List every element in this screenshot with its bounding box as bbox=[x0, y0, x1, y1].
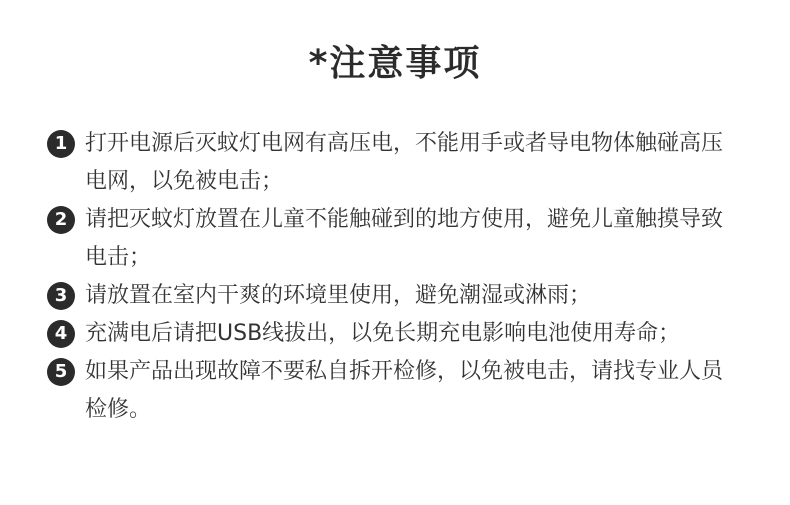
number-badge-icon: 1 bbox=[47, 130, 75, 158]
note-text: 如果产品出现故障不要私自拆开检修，以免被电击，请找专业人员检修。 bbox=[85, 359, 724, 422]
note-item-5 bbox=[47, 353, 747, 429]
number-badge-icon: 4 bbox=[47, 320, 75, 348]
note-text: 充满电后请把USB线拔出，以免长期充电影响电池使用寿命； bbox=[85, 321, 681, 346]
notes-list bbox=[47, 125, 747, 429]
number-badge-icon: 2 bbox=[47, 206, 75, 234]
note-item-4 bbox=[47, 315, 747, 353]
note-text: 请把灭蚊灯放置在儿童不能触碰到的地方使用，避免儿童触摸导致电击； bbox=[85, 207, 724, 270]
number-badge-icon: 3 bbox=[47, 282, 75, 310]
note-item-2 bbox=[47, 201, 747, 277]
note-item-3 bbox=[47, 277, 747, 315]
note-item-1 bbox=[47, 125, 747, 201]
number-badge-icon: 5 bbox=[47, 358, 75, 386]
page-title: *注意事项 bbox=[308, 43, 482, 84]
note-text: 打开电源后灭蚊灯电网有高压电，不能用手或者导电物体触碰高压电网，以免被电击； bbox=[85, 131, 724, 194]
note-text: 请放置在室内干爽的环境里使用，避免潮湿或淋雨； bbox=[85, 283, 592, 308]
